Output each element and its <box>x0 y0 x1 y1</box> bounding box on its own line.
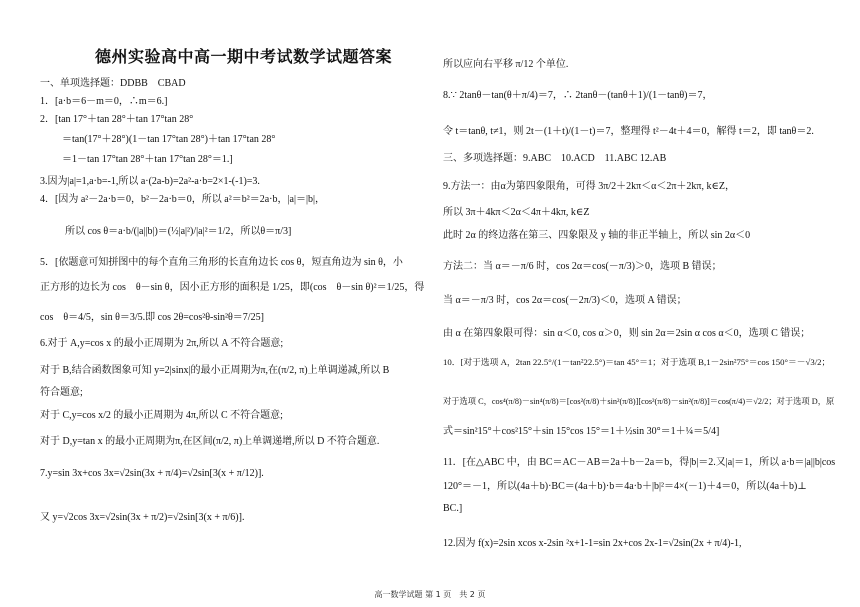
text-line: ＝1－tan 17°tan 28°＋tan 17°tan 28°＝1.] <box>62 154 233 165</box>
text-line: 对于 C,y=cos x/2 的最小正周期为 4π,所以 C 不符合题意; <box>40 410 283 421</box>
text-line: 当 α＝－π/3 时，cos 2α＝cos(－2π/3)＜0，选项 A 错误； <box>443 295 687 306</box>
text-line: 120°＝－1，所以(4a＋b)·BC＝(4a＋b)·b＝4a·b＋|b|²＝4×(－1)＋4＝0，所以(4a＋b)⊥ <box>443 481 807 492</box>
text-line: cos θ＝4/5，sin θ＝3/5.即 cos 2θ=cos²θ-sin²θ＝7/25] <box>40 312 264 323</box>
text-line: 10．[对于选项 A，2tan 22.5°/(1－tan²22.5°)＝tan 45°＝1；对于选项 B,1－2sin²75°＝cos 150°＝－√3/2； <box>443 357 831 367</box>
text-line: 1．[a·b＝6－m＝0，∴m＝6.] <box>40 96 168 107</box>
text-line: 所以应向右平移 π/12 个单位. <box>443 59 569 70</box>
text-line: 式＝sin²15°＋cos²15°＋sin 15°cos 15°＝1＋½sin 30°＝1＋¼＝5/4] <box>443 426 720 437</box>
text-line: 对于 B,结合函数图象可知 y=2|sinx|的最小正周期为π,在(π/2, π)上单调递减,所以 B <box>40 365 390 376</box>
text-line: ＝tan(17°＋28°)(1－tan 17°tan 28°)＋tan 17°tan 28° <box>62 134 276 145</box>
text-line: 4．[因为 a²－2a·b＝0，b²－2a·b＝0，所以 a²＝b²＝2a·b，|a|＝|b|， <box>40 194 325 205</box>
text-line: 11．[在△ABC 中，由 BC＝AC－AB＝2a＋b－2a＝b，得|b|＝2.又|a|＝1，所以 a·b＝|a||b|cos <box>443 457 836 468</box>
text-line: 方法二：当 α＝－π/6 时，cos 2α＝cos(－π/3)＞0，选项 B 错误； <box>443 261 722 272</box>
text-line: 3.因为|a|=1,a·b=-1,所以 a·(2a-b)=2a²-a·b=2×1-(-1)=3. <box>40 176 260 187</box>
page-title: 德州实验高中高一期中考试数学试题答案 <box>95 47 393 66</box>
text-line: BC.] <box>443 503 463 514</box>
text-line: 令 t＝tanθ, t≠1，则 2t－(1＋t)/(1－t)＝7，整理得 t²－4t＋4＝0，解得 t＝2，即 tanθ＝2. <box>443 126 814 137</box>
text-line: 正方形的边长为 cos θ－sin θ，因小正方形的面积是 1/25，即(cos θ－sin θ)²＝1/25，得 <box>40 282 425 293</box>
text-line: 8.∵ 2tanθ－tan(θ＋π/4)＝7，∴ 2tanθ－(tanθ＋1)/(1－tanθ)＝7， <box>443 90 713 101</box>
text-line: 所以 3π＋4kπ＜2α＜4π＋4kπ, k∈Z <box>443 207 590 218</box>
text-line: 符合题意; <box>40 387 83 398</box>
text-line: 此时 2α 的终边落在第三、四象限及 y 轴的非正半轴上，所以 sin 2α＜0 <box>443 230 751 241</box>
text-line: 9.方法一：由α为第四象限角，可得 3π/2＋2kπ＜α＜2π＋2kπ, k∈Z， <box>443 181 735 192</box>
text-line: 7.y=sin 3x+cos 3x=√2sin(3x + π/4)=√2sin[3(x + π/12)]. <box>40 468 264 479</box>
text-line: 6.对于 A,y=cos x 的最小正周期为 2π,所以 A 不符合题意; <box>40 338 284 349</box>
text-line: 三、多项选择题：9.ABC 10.ACD 11.ABC 12.AB <box>443 153 667 164</box>
text-line: 由 α 在第四象限可得：sin α＜0, cos α＞0，则 sin 2α＝2sin α cos α＜0，选项 C 错误； <box>443 328 811 339</box>
text-line: 2．[tan 17°＋tan 28°＋tan 17°tan 28° <box>40 114 194 125</box>
text-line: 12.因为 f(x)=2sin xcos x-2sin ²x+1-1=sin 2x+cos 2x-1=√2sin(2x + π/4)-1, <box>443 538 742 549</box>
text-line: 对于 D,y=tan x 的最小正周期为π,在区间(π/2, π)上单调递增,所以 D 不符合题意. <box>40 436 380 447</box>
text-line: 5．[依题意可知拼图中的每个直角三角形的长直角边长 cos θ，短直角边为 sin θ，小 <box>40 257 403 268</box>
text-line: 所以 cos θ＝a·b/(|a||b|)＝(½|a|²)/|a|²＝1/2，所以θ＝π/3] <box>65 226 292 237</box>
text-line: 对于选项 C，cos⁴(π/8)－sin⁴(π/8)＝[cos²(π/8)＋sin²(π/8)][cos²(π/8)－sin²(π/8)]＝cos(π/4)＝√2/2；对于选项 D，原 <box>443 397 835 406</box>
text-line: 一、单项选择题：DDBB CBAD <box>40 78 186 89</box>
page-footer: 高一数学试题 第 1 页 共 2 页 <box>374 590 486 599</box>
text-line: 又 y=√2cos 3x=√2sin(3x + π/2)=√2sin[3(x + π/6)]. <box>40 512 245 523</box>
